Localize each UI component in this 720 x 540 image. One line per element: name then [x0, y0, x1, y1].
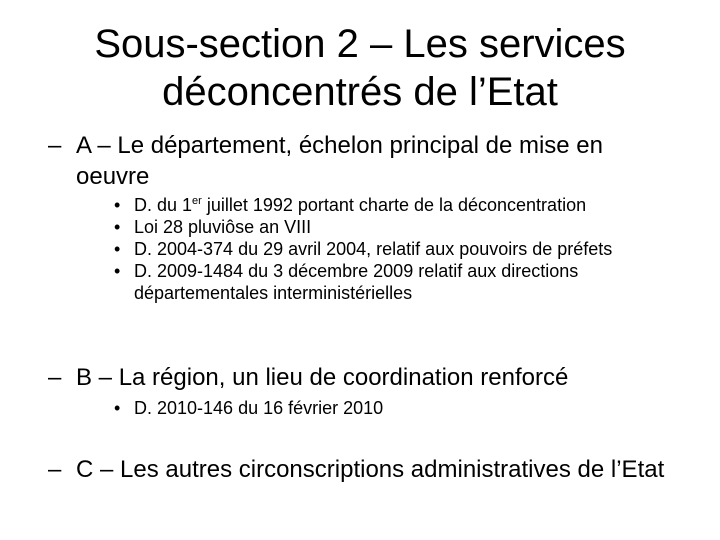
section-a-heading — [48, 130, 676, 192]
bullet-text: Loi 28 pluviôse an VIII — [134, 217, 312, 237]
bullet-text: D. 2009-1484 du 3 décembre 2009 relatif aux directions départementales interministérielles — [134, 261, 579, 303]
list-item — [114, 194, 674, 216]
section-b-heading-text: B – La région, un lieu de coordination renforcé — [76, 364, 569, 391]
list-item — [114, 260, 674, 304]
section-c-heading-text: C – Les autres circonscriptions administratives de l’Etat — [76, 456, 665, 483]
slide-title-line-1: Sous-section 2 – Les services — [94, 22, 626, 66]
bullet-text: D. 2010-146 du 16 février 2010 — [134, 398, 384, 418]
bullet-icon: • — [114, 398, 121, 418]
superscript-er: er — [192, 195, 202, 207]
section-c-heading — [48, 454, 676, 485]
dash-marker: – — [48, 364, 62, 391]
section-b-heading — [48, 362, 676, 393]
bullet-text: D. 2004-374 du 29 avril 2004, relatif aux pouvoirs de préfets — [134, 239, 613, 259]
dash-marker: – — [48, 132, 62, 159]
bullet-icon: • — [114, 195, 121, 215]
slide-title — [40, 20, 680, 116]
bullet-icon: • — [114, 217, 121, 237]
list-item — [114, 238, 674, 260]
bullet-text-pre: D. du 1 — [134, 195, 193, 215]
slide-title-line-2: déconcentrés de l’Etat — [162, 70, 558, 114]
list-item — [114, 216, 674, 238]
list-item — [114, 397, 674, 419]
bullet-icon: • — [114, 261, 121, 281]
section-a-heading-text: A – Le département, échelon principal de mise en oeuvre — [76, 132, 604, 190]
section-b-bullets — [114, 397, 674, 419]
bullet-text-post: juillet 1992 portant charte de la déconcentration — [201, 195, 587, 215]
dash-marker: – — [48, 456, 62, 483]
section-a-bullets — [114, 194, 674, 304]
bullet-icon: • — [114, 239, 121, 259]
